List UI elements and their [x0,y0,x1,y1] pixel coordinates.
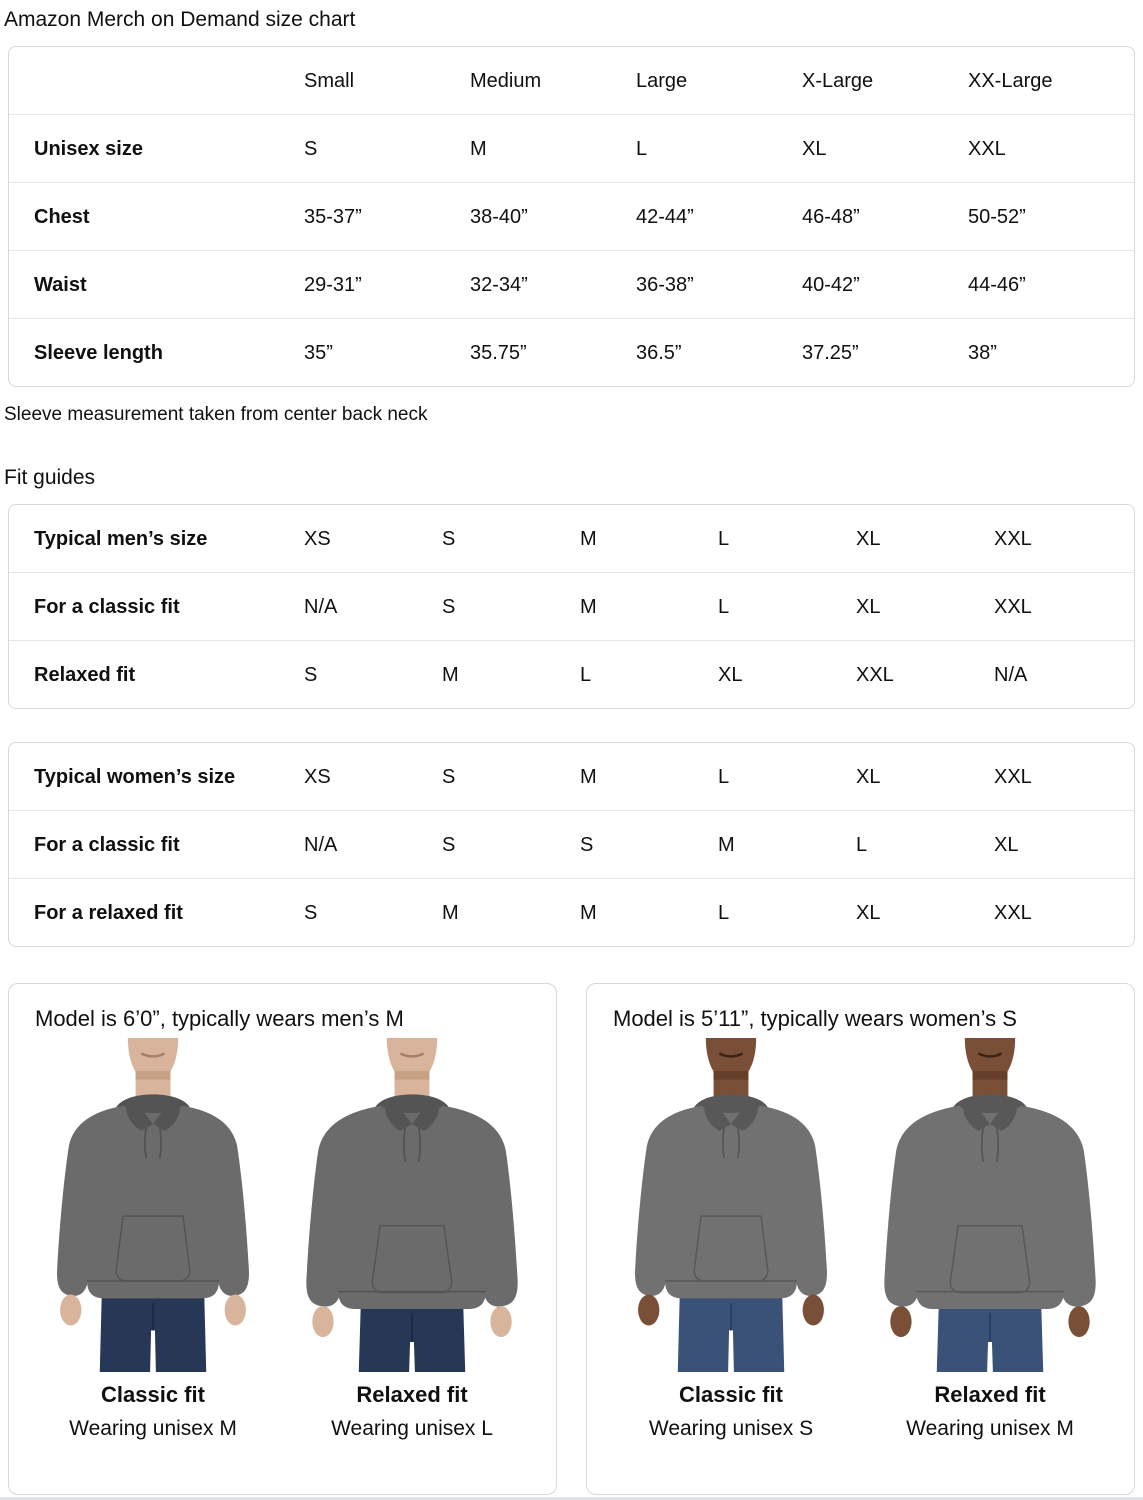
table-cell: XXL [994,527,1032,550]
table-row-waist [9,250,1134,318]
row-label: Unisex size [34,137,143,160]
row-label: Relaxed fit [34,663,136,686]
table-cell: XXL [994,765,1032,788]
table-cell: 36.5” [636,341,682,364]
fit-guides-heading: Fit guides [4,466,96,489]
wearing-label: Wearing unisex M [906,1416,1074,1440]
table-cell: 42-44” [636,205,694,228]
table-cell: N/A [994,663,1028,686]
table-row-classic-fit [9,810,1134,878]
table-cell: S [442,765,456,788]
table-cell: L [718,765,730,788]
wearing-label: Wearing unisex M [69,1416,237,1440]
table-cell: XL [994,833,1019,856]
table-row-relaxed-fit [9,640,1134,708]
page-title: Amazon Merch on Demand size chart [4,8,356,31]
man-relaxed-fit-photo [291,1038,533,1372]
table-cell: XXL [994,595,1032,618]
mens-model-card [8,983,557,1495]
table-cell: 32-34” [470,273,528,296]
table-cell: 36-38” [636,273,694,296]
column-header-large: Large [636,69,688,92]
model-photo-block [609,1038,853,1441]
table-cell: XS [304,765,331,788]
fit-label: Relaxed fit [356,1381,468,1407]
womens-model-card [586,983,1135,1495]
size-table [8,46,1135,387]
table-cell: S [442,595,456,618]
table-cell: L [636,137,648,160]
woman-classic-fit-photo [610,1038,852,1372]
row-label: For a classic fit [34,833,180,856]
table-cell: 50-52” [968,205,1026,228]
table-cell: M [442,663,459,686]
table-cell: XL [856,901,881,924]
model-cards [8,983,1135,1495]
table-cell: M [580,595,597,618]
table-cell: M [442,901,459,924]
model-photo-block [31,1038,275,1441]
row-label: For a relaxed fit [34,901,183,924]
table-cell: XL [718,663,743,686]
sleeve-measurement-note: Sleeve measurement taken from center back neck [4,404,428,425]
mens-fit-table [8,504,1135,709]
wearing-label: Wearing unisex S [648,1416,814,1440]
table-cell: 46-48” [802,205,860,228]
table-cell: 37.25” [802,341,859,364]
table-row-sleeve-length [9,318,1134,386]
table-cell: S [580,833,594,856]
column-header-xx-large: XX-Large [968,69,1053,92]
size-table-header-row [9,47,1134,114]
table-cell: M [580,765,597,788]
table-cell: L [580,663,592,686]
table-row-classic-fit [9,572,1134,640]
row-label: For a classic fit [34,595,180,618]
table-cell: N/A [304,833,338,856]
table-cell: L [718,527,730,550]
womens-fit-table [8,742,1135,947]
table-cell: L [856,833,868,856]
table-cell: N/A [304,595,338,618]
table-cell: XXL [968,137,1006,160]
table-cell: M [470,137,487,160]
table-row-typical-mens-size [9,505,1134,572]
model-card-heading: Model is 5’11”, typically wears women’s S [613,1006,1017,1031]
table-row-relaxed-fit [9,878,1134,946]
table-cell: XL [856,765,881,788]
row-label: Chest [34,205,90,228]
table-cell: 35.75” [470,341,527,364]
wearing-label: Wearing unisex L [331,1416,493,1440]
table-cell: S [304,137,318,160]
table-cell: 44-46” [968,273,1026,296]
row-label: Waist [34,273,87,296]
row-label: Typical men’s size [34,527,208,550]
table-cell: 35-37” [304,205,362,228]
table-row-unisex-size [9,114,1134,182]
model-photos [605,1038,1116,1441]
table-cell: XS [304,527,331,550]
table-cell: M [580,527,597,550]
table-cell: M [718,833,735,856]
model-photos [27,1038,538,1441]
fit-label: Relaxed fit [934,1381,1046,1407]
table-cell: 38” [968,341,997,364]
table-cell: 29-31” [304,273,362,296]
row-label: Typical women’s size [34,765,236,788]
table-cell: S [442,833,456,856]
table-cell: XL [856,527,881,550]
model-card-heading: Model is 6’0”, typically wears men’s M [35,1006,404,1031]
row-label: Sleeve length [34,341,163,364]
column-header-small: Small [304,69,355,92]
column-header-x-large: X-Large [802,69,874,92]
table-cell: XL [856,595,881,618]
table-cell: XXL [994,901,1032,924]
table-cell: XL [802,137,827,160]
table-cell: XXL [856,663,894,686]
table-cell: 40-42” [802,273,860,296]
table-cell: M [580,901,597,924]
table-row-chest [9,182,1134,250]
table-cell: 35” [304,341,333,364]
model-photo-block [290,1038,534,1441]
table-cell: S [304,901,318,924]
table-cell: L [718,901,730,924]
table-cell: S [442,527,456,550]
man-classic-fit-photo [32,1038,274,1372]
model-photo-block [868,1038,1112,1441]
column-header-medium: Medium [470,69,542,92]
table-cell: 38-40” [470,205,528,228]
fit-label: Classic fit [679,1381,783,1407]
table-cell: L [718,595,730,618]
woman-relaxed-fit-photo [869,1038,1111,1372]
fit-label: Classic fit [101,1381,205,1407]
table-row-typical-womens-size [9,743,1134,810]
table-cell: S [304,663,318,686]
